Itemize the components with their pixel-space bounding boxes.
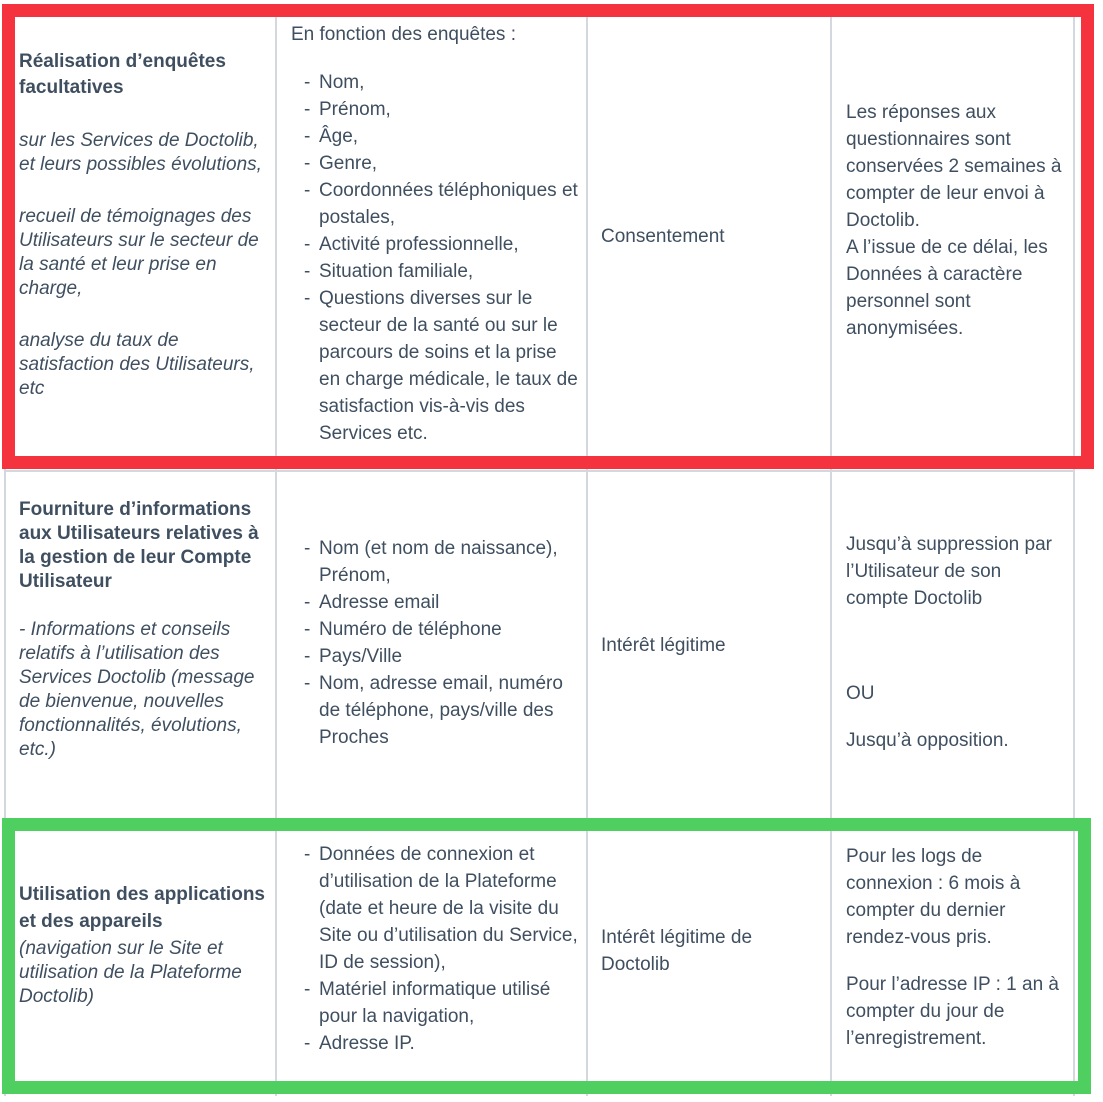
row3-retention-text: Pour l’adresse IP : 1 an à compter du jour de l’enregistrement. xyxy=(846,974,1059,1049)
column-divider-2 xyxy=(586,8,588,1096)
row3-purpose-cell xyxy=(19,881,269,1009)
row-divider-2 xyxy=(4,818,1075,820)
row1-retention-cell xyxy=(846,99,1066,342)
column-divider-1 xyxy=(275,8,277,1096)
row3-data-list xyxy=(304,841,579,1057)
list-item: - Activité professionnelle, xyxy=(304,231,581,258)
list-item: - Pays/Ville xyxy=(304,643,579,670)
row-divider-1 xyxy=(4,470,1075,472)
row2-data-cell xyxy=(304,535,579,751)
list-item: - Données de connexion et d’utilisation de la Plateforme (date et heure de la visite du Site ou d’utilisation du Service, ID de session), xyxy=(304,841,579,976)
row1-purpose-note: recueil de témoignages des Utilisateurs sur le secteur de la santé et leur prise en charge, xyxy=(19,206,259,299)
list-item: - Numéro de téléphone xyxy=(304,616,579,643)
list-item: - Âge, xyxy=(304,123,581,150)
list-item: - Prénom, xyxy=(304,96,581,123)
list-item: - Nom, adresse email, numéro de téléphone, pays/ville des Proches xyxy=(304,670,579,751)
row2-purpose-title: Fourniture d’informations aux Utilisateurs relatives à la gestion de leur Compte Utilisateur xyxy=(19,499,259,592)
list-item: - Nom, xyxy=(304,69,581,96)
table-border-left xyxy=(4,8,6,1096)
row2-retention-cell xyxy=(846,531,1066,754)
row3-data-cell xyxy=(304,841,579,1057)
row2-retention-or: OU xyxy=(846,683,875,704)
row1-data-list xyxy=(304,69,581,447)
row1-data-cell xyxy=(291,21,581,447)
row1-purpose-note: analyse du taux de satisfaction des Utilisateurs, etc xyxy=(19,330,255,399)
row3-legal-basis: Intérêt légitime de Doctolib xyxy=(601,927,753,975)
row1-purpose-note: sur les Services de Doctolib, et leurs possibles évolutions, xyxy=(19,130,262,175)
row1-purpose-cell xyxy=(19,49,269,401)
row2-purpose-cell xyxy=(19,498,269,762)
row1-retention-text: A l’issue de ce délai, les Données à caractère personnel sont anonymisées. xyxy=(846,237,1048,339)
table-border-right xyxy=(1073,8,1075,1096)
column-divider-3 xyxy=(830,8,832,1096)
row2-legal-basis: Intérêt légitime xyxy=(601,635,726,656)
list-item: - Adresse email xyxy=(304,589,579,616)
row2-data-list xyxy=(304,535,579,751)
list-item: - Genre, xyxy=(304,150,581,177)
list-item: - Matériel informatique utilisé pour la navigation, xyxy=(304,976,579,1030)
row1-data-intro: En fonction des enquêtes : xyxy=(291,24,516,45)
list-item: - Coordonnées téléphoniques et postales, xyxy=(304,177,581,231)
list-item: - Nom (et nom de naissance), Prénom, xyxy=(304,535,579,589)
row3-purpose-note: (navigation sur le Site et utilisation de la Plateforme Doctolib) xyxy=(19,938,242,1007)
row1-legal-basis: Consentement xyxy=(601,226,725,247)
row2-retention-text: Jusqu’à suppression par l’Utilisateur de son compte Doctolib xyxy=(846,534,1052,609)
row1-retention-text: Les réponses aux questionnaires sont conservées 2 semaines à compter de leur envoi à Doctolib. xyxy=(846,102,1062,231)
row3-retention-text: Pour les logs de connexion : 6 mois à compter du dernier rendez-vous pris. xyxy=(846,846,1021,948)
row2-retention-text: Jusqu’à opposition. xyxy=(846,730,1009,751)
row3-purpose-title: Utilisation des applications et des appareils xyxy=(19,884,265,932)
row1-purpose-title: Réalisation d’enquêtes facultatives xyxy=(19,51,226,98)
list-item: - Questions diverses sur le secteur de la santé ou sur le parcours de soins et la prise en charge médicale, le taux de satisfaction vis-à-vis des Services etc. xyxy=(304,285,581,447)
row3-retention-cell xyxy=(846,843,1066,1052)
list-item: - Adresse IP. xyxy=(304,1030,579,1057)
list-item: - Situation familiale, xyxy=(304,258,581,285)
row2-purpose-note: - Informations et conseils relatifs à l’utilisation des Services Doctolib (message de bienvenue, nouvelles fonctionnalités, évolutions, etc.) xyxy=(19,619,255,760)
